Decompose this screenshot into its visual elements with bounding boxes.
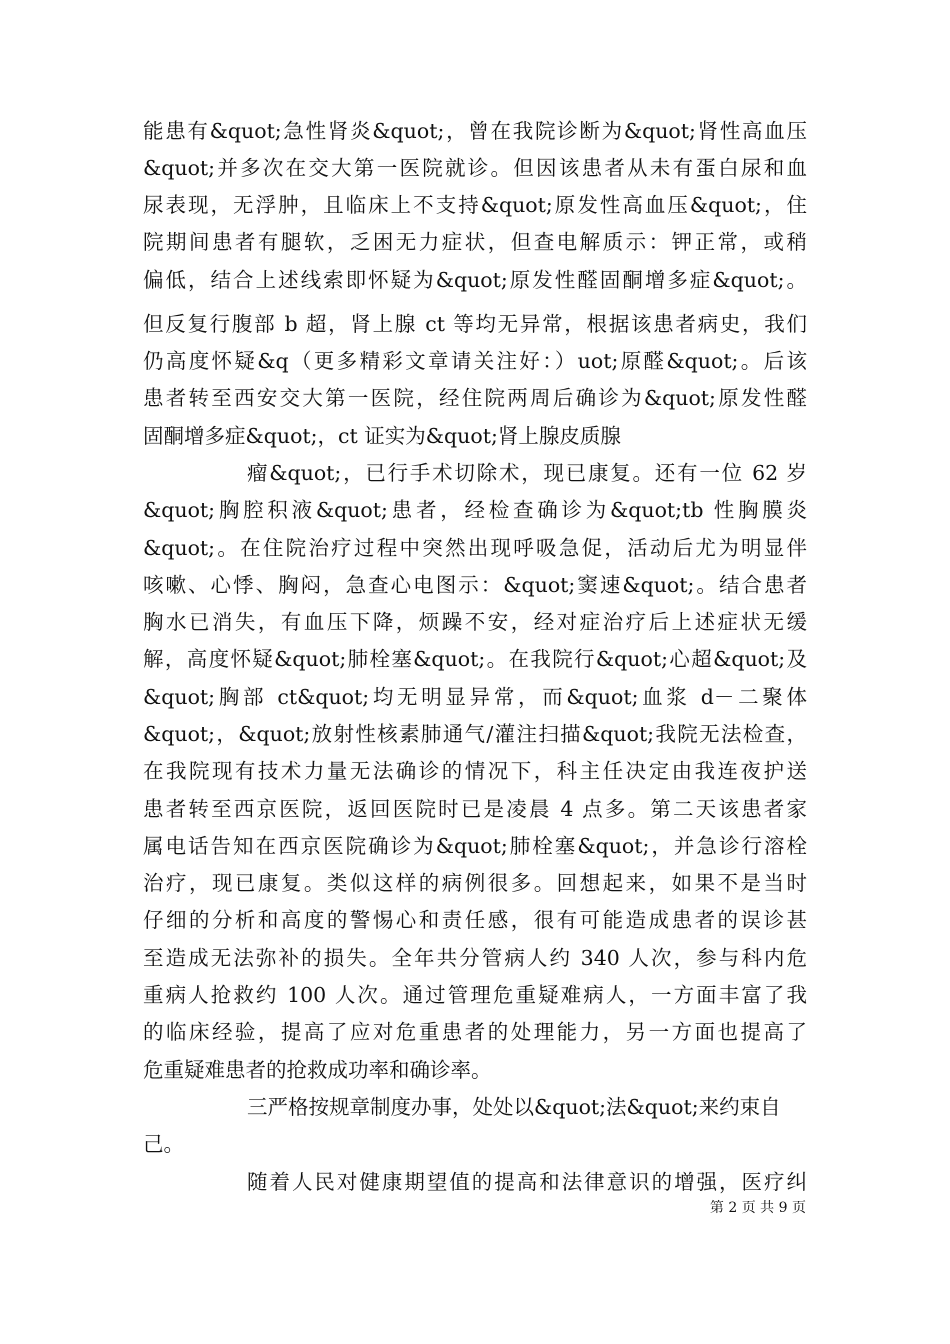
text-line: 至造成无法弥补的损失。全年共分管病人约 340 人次，参与科内危 — [143, 946, 807, 970]
text-line: 能患有&quot;急性肾炎&quot;，曾在我院诊断为&quot;肾性高血压 — [143, 119, 807, 143]
text-line: 患者转至西京医院，返回医院时已是凌晨 4 点多。第二天该患者家 — [143, 797, 807, 821]
text-line: &quot;。在住院治疗过程中突然出现呼吸急促，活动后尤为明显伴 — [143, 536, 807, 560]
text-line: 己。 — [143, 1132, 184, 1156]
text-line: 固酮增多症&quot;，ct 证实为&quot;肾上腺皮质腺 — [143, 424, 621, 448]
text-line: 尿表现，无浮肿，且临床上不支持&quot;原发性高血压&quot;，住 — [143, 193, 807, 217]
text-line: 仔细的分析和高度的警惕心和责任感，很有可能造成患者的误诊甚 — [143, 908, 807, 932]
text-line: 属电话告知在西京医院确诊为&quot;肺栓塞&quot;，并急诊行溶栓 — [143, 834, 807, 858]
text-line: 院期间患者有腿软，乏困无力症状，但查电解质示：钾正常，或稍 — [143, 230, 807, 254]
text-line: 随着人民对健康期望值的提高和法律意识的增强，医疗纠 — [247, 1170, 807, 1194]
text-line: &quot;胸腔积液&quot;患者，经检查确诊为&quot;tb 性胸膜炎 — [143, 498, 807, 522]
text-line: &quot;胸部 ct&quot;均无明显异常，而&quot;血浆 d－二聚体 — [143, 685, 807, 709]
page-number: 第 2 页 共 9 页 — [709, 1200, 806, 1216]
text-line: 但反复行腹部 b 超，肾上腺 ct 等均无异常，根据该患者病史，我们 — [143, 312, 807, 336]
text-line: 咳嗽、心悸、胸闷，急查心电图示：&quot;窦速&quot;。结合患者 — [143, 573, 807, 597]
text-line: 治疗，现已康复。类似这样的病例很多。回想起来，如果不是当时 — [143, 871, 807, 895]
text-line: 在我院现有技术力量无法确诊的情况下，科主任决定由我连夜护送 — [143, 759, 807, 783]
text-line: 仍高度怀疑&q（更多精彩文章请关注好：）uot;原醛&quot;。后该 — [143, 349, 807, 373]
text-line: &quot;并多次在交大第一医院就诊。但因该患者从未有蛋白尿和血 — [143, 156, 807, 180]
text-line: 危重疑难患者的抢救成功率和确诊率。 — [143, 1058, 492, 1082]
text-line: 瘤&quot;，已行手术切除术，现已康复。还有一位 62 岁 — [247, 461, 807, 485]
text-line: 三严格按规章制度办事，处处以&quot;法&quot;来约束自 — [247, 1095, 781, 1119]
text-line: 解，高度怀疑&quot;肺栓塞&quot;。在我院行&quot;心超&quot;及 — [143, 647, 807, 671]
text-line: 的临床经验，提高了应对危重患者的处理能力，另一方面也提高了 — [143, 1020, 807, 1044]
text-line: 重病人抢救约 100 人次。通过管理危重疑难病人，一方面丰富了我 — [143, 983, 807, 1007]
text-line: 偏低，结合上述线索即怀疑为&quot;原发性醛固酮增多症&quot;。 — [143, 268, 807, 292]
text-line: 胸水已消失，有血压下降，烦躁不安，经对症治疗后上述症状无缓 — [143, 610, 807, 634]
text-line: 患者转至西安交大第一医院，经住院两周后确诊为&quot;原发性醛 — [143, 386, 807, 410]
text-line: &quot;，&quot;放射性核素肺通气/灌注扫描&quot;我院无法检查， — [143, 722, 807, 746]
